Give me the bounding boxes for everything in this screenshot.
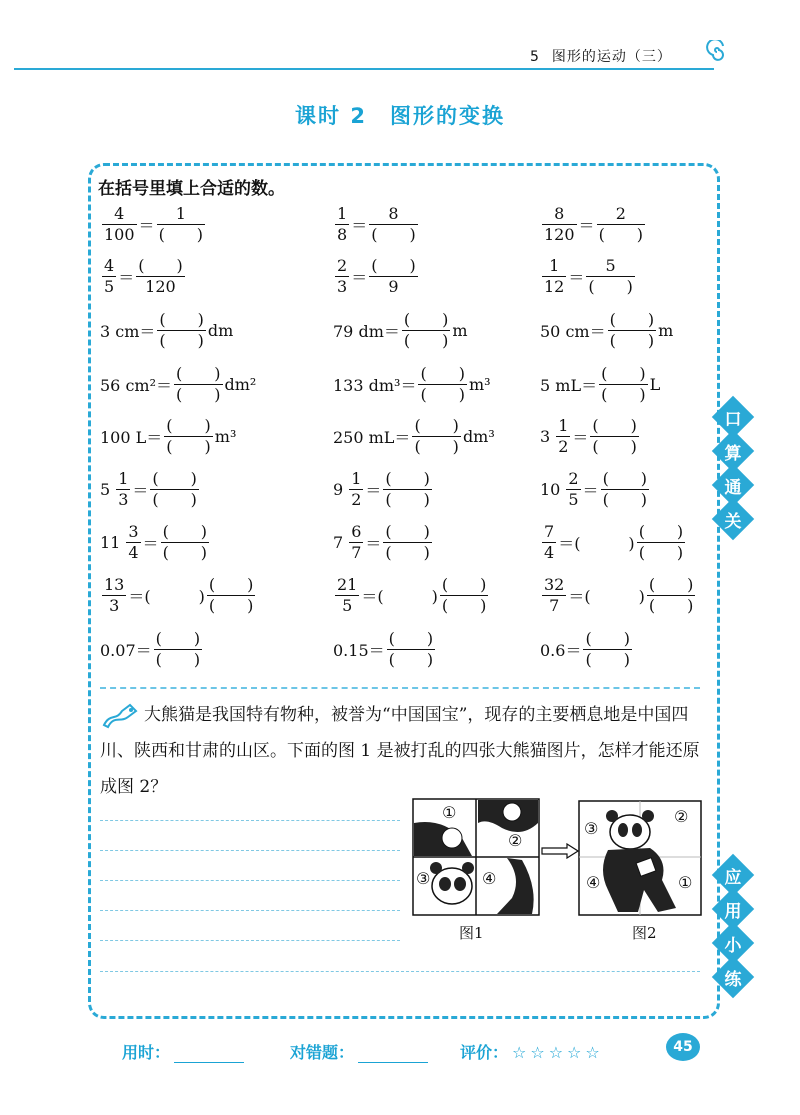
side-char: 练 <box>712 956 754 998</box>
denominator: ( ) <box>420 384 465 404</box>
numerator: 4 <box>114 203 125 223</box>
expression-left: 5 mL＝ <box>540 375 598 395</box>
numerator: 1 <box>351 468 362 488</box>
numerator: 1 <box>549 255 560 275</box>
side-char: 用 <box>712 888 754 930</box>
side-char: 口 <box>712 396 754 438</box>
equals-sign: ＝ <box>568 267 585 287</box>
denominator: 120 <box>145 276 176 296</box>
exercise-item <box>540 464 651 514</box>
time-label: 用时： <box>122 1043 171 1062</box>
fraction <box>349 469 363 510</box>
expression-left: 0.6＝ <box>540 640 582 660</box>
whole-part: 3 <box>540 426 551 446</box>
numerator: 1 <box>337 203 348 223</box>
denominator: 4 <box>544 542 555 562</box>
numerator: ( ) <box>414 415 459 435</box>
expression-left: 0.07＝ <box>100 640 152 660</box>
unit-label: m <box>658 320 674 340</box>
numerator: ( ) <box>166 415 211 435</box>
figure2-label: ④ <box>586 873 601 892</box>
fraction <box>116 469 130 510</box>
equals-sign: ＝ <box>582 480 599 500</box>
denominator: 12 <box>544 276 565 296</box>
exercise-item <box>333 624 437 674</box>
numerator: ( ) <box>420 363 465 383</box>
numerator: 8 <box>388 203 399 223</box>
equals-sign: ＝ <box>138 215 155 235</box>
numerator: ( ) <box>152 468 197 488</box>
fraction <box>566 469 580 510</box>
exercise-item <box>540 251 637 301</box>
exercise-item <box>540 305 673 355</box>
denominator: 3 <box>109 595 120 615</box>
fraction[interactable] <box>369 204 418 245</box>
fraction <box>556 416 570 457</box>
denominator: 4 <box>128 542 139 562</box>
numerator: 1 <box>175 203 186 223</box>
exercise-item <box>100 624 204 674</box>
figure1-label: ② <box>508 831 523 850</box>
equals-sign: ＝ <box>572 427 589 447</box>
expression-left: 100 L＝ <box>100 427 163 447</box>
fraction[interactable] <box>157 204 206 245</box>
unit-label: m³ <box>214 426 237 446</box>
equals-sign: ＝ <box>132 480 149 500</box>
exercise-item <box>333 411 495 461</box>
mixed-number <box>540 469 583 510</box>
numerator: ( ) <box>388 628 434 648</box>
denominator: ( ) <box>385 489 430 509</box>
figure1-caption: 图1 <box>459 924 484 942</box>
denominator: 7 <box>351 542 362 562</box>
figure2-label: ② <box>674 807 689 826</box>
numerator: ( ) <box>138 255 183 275</box>
denominator: ( ) <box>176 384 221 404</box>
exercise-item <box>540 517 687 567</box>
lesson-title: 课时 2 图形的变换 <box>295 104 505 128</box>
side-tab-practice <box>716 856 750 996</box>
mixed-number <box>333 522 365 563</box>
unit-label: m <box>452 320 468 340</box>
fraction[interactable] <box>161 522 210 563</box>
mixed-number <box>100 469 132 510</box>
side-char: 应 <box>712 854 754 896</box>
answer-line-long <box>100 971 700 972</box>
fraction <box>335 575 359 616</box>
fraction <box>349 522 363 563</box>
denominator: ( ) <box>609 330 655 350</box>
numerator: 5 <box>605 255 616 275</box>
whole-blank: ＝( ) <box>558 533 635 553</box>
swirl-icon <box>705 40 729 64</box>
numerator: ( ) <box>638 521 684 541</box>
figure1-label: ④ <box>482 869 497 888</box>
equals-sign: ＝ <box>365 480 382 500</box>
fraction[interactable] <box>157 310 206 351</box>
unit-label: L <box>649 374 661 394</box>
fraction <box>102 256 116 297</box>
exercise-item <box>100 199 207 249</box>
figure2-label: ① <box>678 873 693 892</box>
numerator: ( ) <box>592 415 637 435</box>
equals-sign: ＝ <box>351 267 368 287</box>
exercise-item <box>540 411 641 461</box>
answer-lines <box>100 820 400 970</box>
figure2-label: ③ <box>584 819 599 838</box>
denominator: ( ) <box>158 224 204 244</box>
denominator: 100 <box>104 224 135 244</box>
expression-left: 50 cm＝ <box>540 321 606 341</box>
equals-sign: ＝ <box>351 215 368 235</box>
arrow-icon <box>541 843 579 859</box>
fraction <box>542 575 566 616</box>
numerator: ( ) <box>208 574 254 594</box>
numerator: ( ) <box>176 363 221 383</box>
side-tab-oral <box>716 398 750 538</box>
mixed-number <box>100 522 143 563</box>
denominator: 2 <box>351 489 362 509</box>
numerator: ( ) <box>385 521 430 541</box>
numerator: ( ) <box>585 628 630 648</box>
denominator: ( ) <box>403 330 449 350</box>
denominator: 8 <box>337 224 348 244</box>
exercise-item <box>100 251 187 301</box>
exercise-item <box>100 305 233 355</box>
exercise-item <box>540 624 634 674</box>
side-char: 算 <box>712 430 754 472</box>
unit-label: dm³ <box>462 426 495 446</box>
fraction[interactable] <box>150 469 199 510</box>
exercise-item <box>100 517 211 567</box>
side-char: 关 <box>712 498 754 540</box>
whole-blank: ＝( ) <box>361 586 438 606</box>
errors-label: 对错题： <box>290 1043 355 1062</box>
unit-label: dm² <box>224 374 257 394</box>
rating-label: 评价： <box>460 1043 509 1062</box>
mixed-number <box>333 469 365 510</box>
denominator: 9 <box>388 276 399 296</box>
whole-blank: ＝( ) <box>568 586 645 606</box>
equals-sign: ＝ <box>578 215 595 235</box>
numerator: ( ) <box>601 363 646 383</box>
numerator: 7 <box>544 521 555 541</box>
fraction[interactable] <box>586 256 635 297</box>
denominator: ( ) <box>648 595 694 615</box>
whole-part: 11 <box>100 532 121 552</box>
exercise-item <box>333 199 420 249</box>
exercise-item <box>333 517 434 567</box>
numerator: ( ) <box>159 309 204 329</box>
numerator: 2 <box>568 468 579 488</box>
denominator: 2 <box>558 436 569 456</box>
numerator: 4 <box>104 255 115 275</box>
fraction[interactable] <box>412 416 461 457</box>
whole-blank: ＝( ) <box>128 586 205 606</box>
numerator: 3 <box>128 521 139 541</box>
whole-part: 5 <box>100 479 111 499</box>
numerator: 2 <box>615 203 626 223</box>
fraction[interactable] <box>154 629 203 670</box>
numerator: 32 <box>544 574 565 594</box>
page-number: 45 <box>666 1033 700 1061</box>
errors-field[interactable] <box>290 1040 428 1063</box>
fraction[interactable] <box>136 256 185 297</box>
denominator: 3 <box>337 276 348 296</box>
denominator: 5 <box>342 595 353 615</box>
fraction[interactable] <box>601 469 650 510</box>
numerator: 21 <box>337 574 358 594</box>
exercise-item <box>333 359 491 409</box>
denominator: 5 <box>568 489 579 509</box>
fraction <box>335 256 349 297</box>
expression-left: 3 cm＝ <box>100 321 156 341</box>
numerator: ( ) <box>441 574 487 594</box>
exercise-item <box>100 359 256 409</box>
figure1-label: ③ <box>416 869 431 888</box>
denominator: ( ) <box>388 649 434 669</box>
denominator: 3 <box>118 489 129 509</box>
exercise-item <box>540 359 660 409</box>
fraction[interactable] <box>383 469 432 510</box>
figure2-image[interactable] <box>578 800 702 916</box>
numerator: ( ) <box>371 255 416 275</box>
numerator: 13 <box>104 574 125 594</box>
rating-stars[interactable]: ☆☆☆☆☆ <box>512 1043 604 1062</box>
numerator: 1 <box>558 415 569 435</box>
expression-left: 56 cm²＝ <box>100 375 172 395</box>
fraction <box>126 522 140 563</box>
whole-part: 10 <box>540 479 561 499</box>
fraction[interactable] <box>599 364 648 405</box>
rating-field <box>460 1040 604 1063</box>
fraction[interactable] <box>583 629 632 670</box>
exercise-item <box>100 570 257 620</box>
numerator: ( ) <box>648 574 694 594</box>
expression-left: 250 mL＝ <box>333 427 411 447</box>
figure1-image[interactable] <box>412 798 540 916</box>
numerator: ( ) <box>385 468 430 488</box>
denominator: ( ) <box>585 649 630 669</box>
fraction[interactable] <box>174 364 223 405</box>
denominator: ( ) <box>638 542 684 562</box>
denominator: ( ) <box>155 649 201 669</box>
denominator: ( ) <box>598 224 644 244</box>
numerator: 2 <box>337 255 348 275</box>
fraction[interactable] <box>647 575 696 616</box>
fraction[interactable] <box>418 364 467 405</box>
word-problem: 大熊猫是我国特有物种，被誉为“中国国宝”，现存的主要栖息地是中国四川、陕西和甘肃的山区。下面的图 1 是被打乱的四张大熊猫图片，怎样才能还原成图 2？ <box>100 705 700 797</box>
denominator: ( ) <box>602 489 648 509</box>
equals-sign: ＝ <box>365 533 382 553</box>
fraction[interactable] <box>207 575 256 616</box>
section-separator <box>100 687 700 689</box>
expression-left: 133 dm³＝ <box>333 375 417 395</box>
exercise-item <box>333 464 434 514</box>
denominator: ( ) <box>385 542 430 562</box>
denominator: ( ) <box>601 384 646 404</box>
fraction[interactable] <box>387 629 436 670</box>
numerator: ( ) <box>155 628 201 648</box>
chapter-number: 5 <box>530 49 540 65</box>
exercise-item <box>333 570 490 620</box>
fraction[interactable] <box>608 310 657 351</box>
denominator: ( ) <box>414 436 459 456</box>
fraction[interactable] <box>369 256 418 297</box>
mixed-number <box>540 416 572 457</box>
fraction <box>542 522 556 563</box>
numerator: 6 <box>351 521 362 541</box>
time-field[interactable] <box>122 1040 244 1063</box>
denominator: 7 <box>549 595 560 615</box>
exercise-item <box>100 464 201 514</box>
exercise-item <box>333 305 468 355</box>
equals-sign: ＝ <box>142 533 159 553</box>
exercise-item <box>333 251 420 301</box>
side-char: 小 <box>712 922 754 964</box>
chapter-header <box>530 46 672 66</box>
whole-part: 7 <box>333 532 344 552</box>
fraction <box>542 204 577 245</box>
figure2-caption: 图2 <box>632 924 657 942</box>
numerator: ( ) <box>602 468 648 488</box>
exercise-item <box>540 199 647 249</box>
numerator: 1 <box>118 468 129 488</box>
denominator: 120 <box>544 224 575 244</box>
fraction[interactable] <box>440 575 489 616</box>
unit-label: m³ <box>468 374 491 394</box>
header-rule <box>14 68 714 70</box>
fraction[interactable] <box>597 204 646 245</box>
fraction <box>102 204 137 245</box>
exercise-item <box>540 570 697 620</box>
numerator: ( ) <box>403 309 449 329</box>
instruction: 在括号里填上合适的数。 <box>98 179 285 199</box>
fraction <box>102 575 126 616</box>
whole-part: 9 <box>333 479 344 499</box>
denominator: ( ) <box>166 436 211 456</box>
denominator: ( ) <box>592 436 637 456</box>
fraction[interactable] <box>164 416 213 457</box>
exercise-item <box>100 411 236 461</box>
equals-sign: ＝ <box>118 267 135 287</box>
expression-left: 79 dm＝ <box>333 321 400 341</box>
denominator: ( ) <box>162 542 208 562</box>
numerator: ( ) <box>609 309 655 329</box>
fraction[interactable] <box>383 522 432 563</box>
numerator: 8 <box>554 203 565 223</box>
denominator: ( ) <box>441 595 487 615</box>
denominator: ( ) <box>152 489 197 509</box>
chapter-title: 图形的运动（三） <box>551 49 672 65</box>
fraction <box>542 256 566 297</box>
fraction[interactable] <box>402 310 451 351</box>
denominator: ( ) <box>208 595 254 615</box>
figure1-label: ① <box>442 803 457 822</box>
denominator: ( ) <box>371 224 416 244</box>
fraction <box>335 204 349 245</box>
fraction[interactable] <box>590 416 639 457</box>
expression-left: 0.15＝ <box>333 640 385 660</box>
fraction[interactable] <box>637 522 686 563</box>
denominator: 5 <box>104 276 115 296</box>
numerator: ( ) <box>162 521 208 541</box>
denominator: ( ) <box>588 276 633 296</box>
denominator: ( ) <box>159 330 204 350</box>
side-char: 通 <box>712 464 754 506</box>
unit-label: dm <box>207 320 234 340</box>
